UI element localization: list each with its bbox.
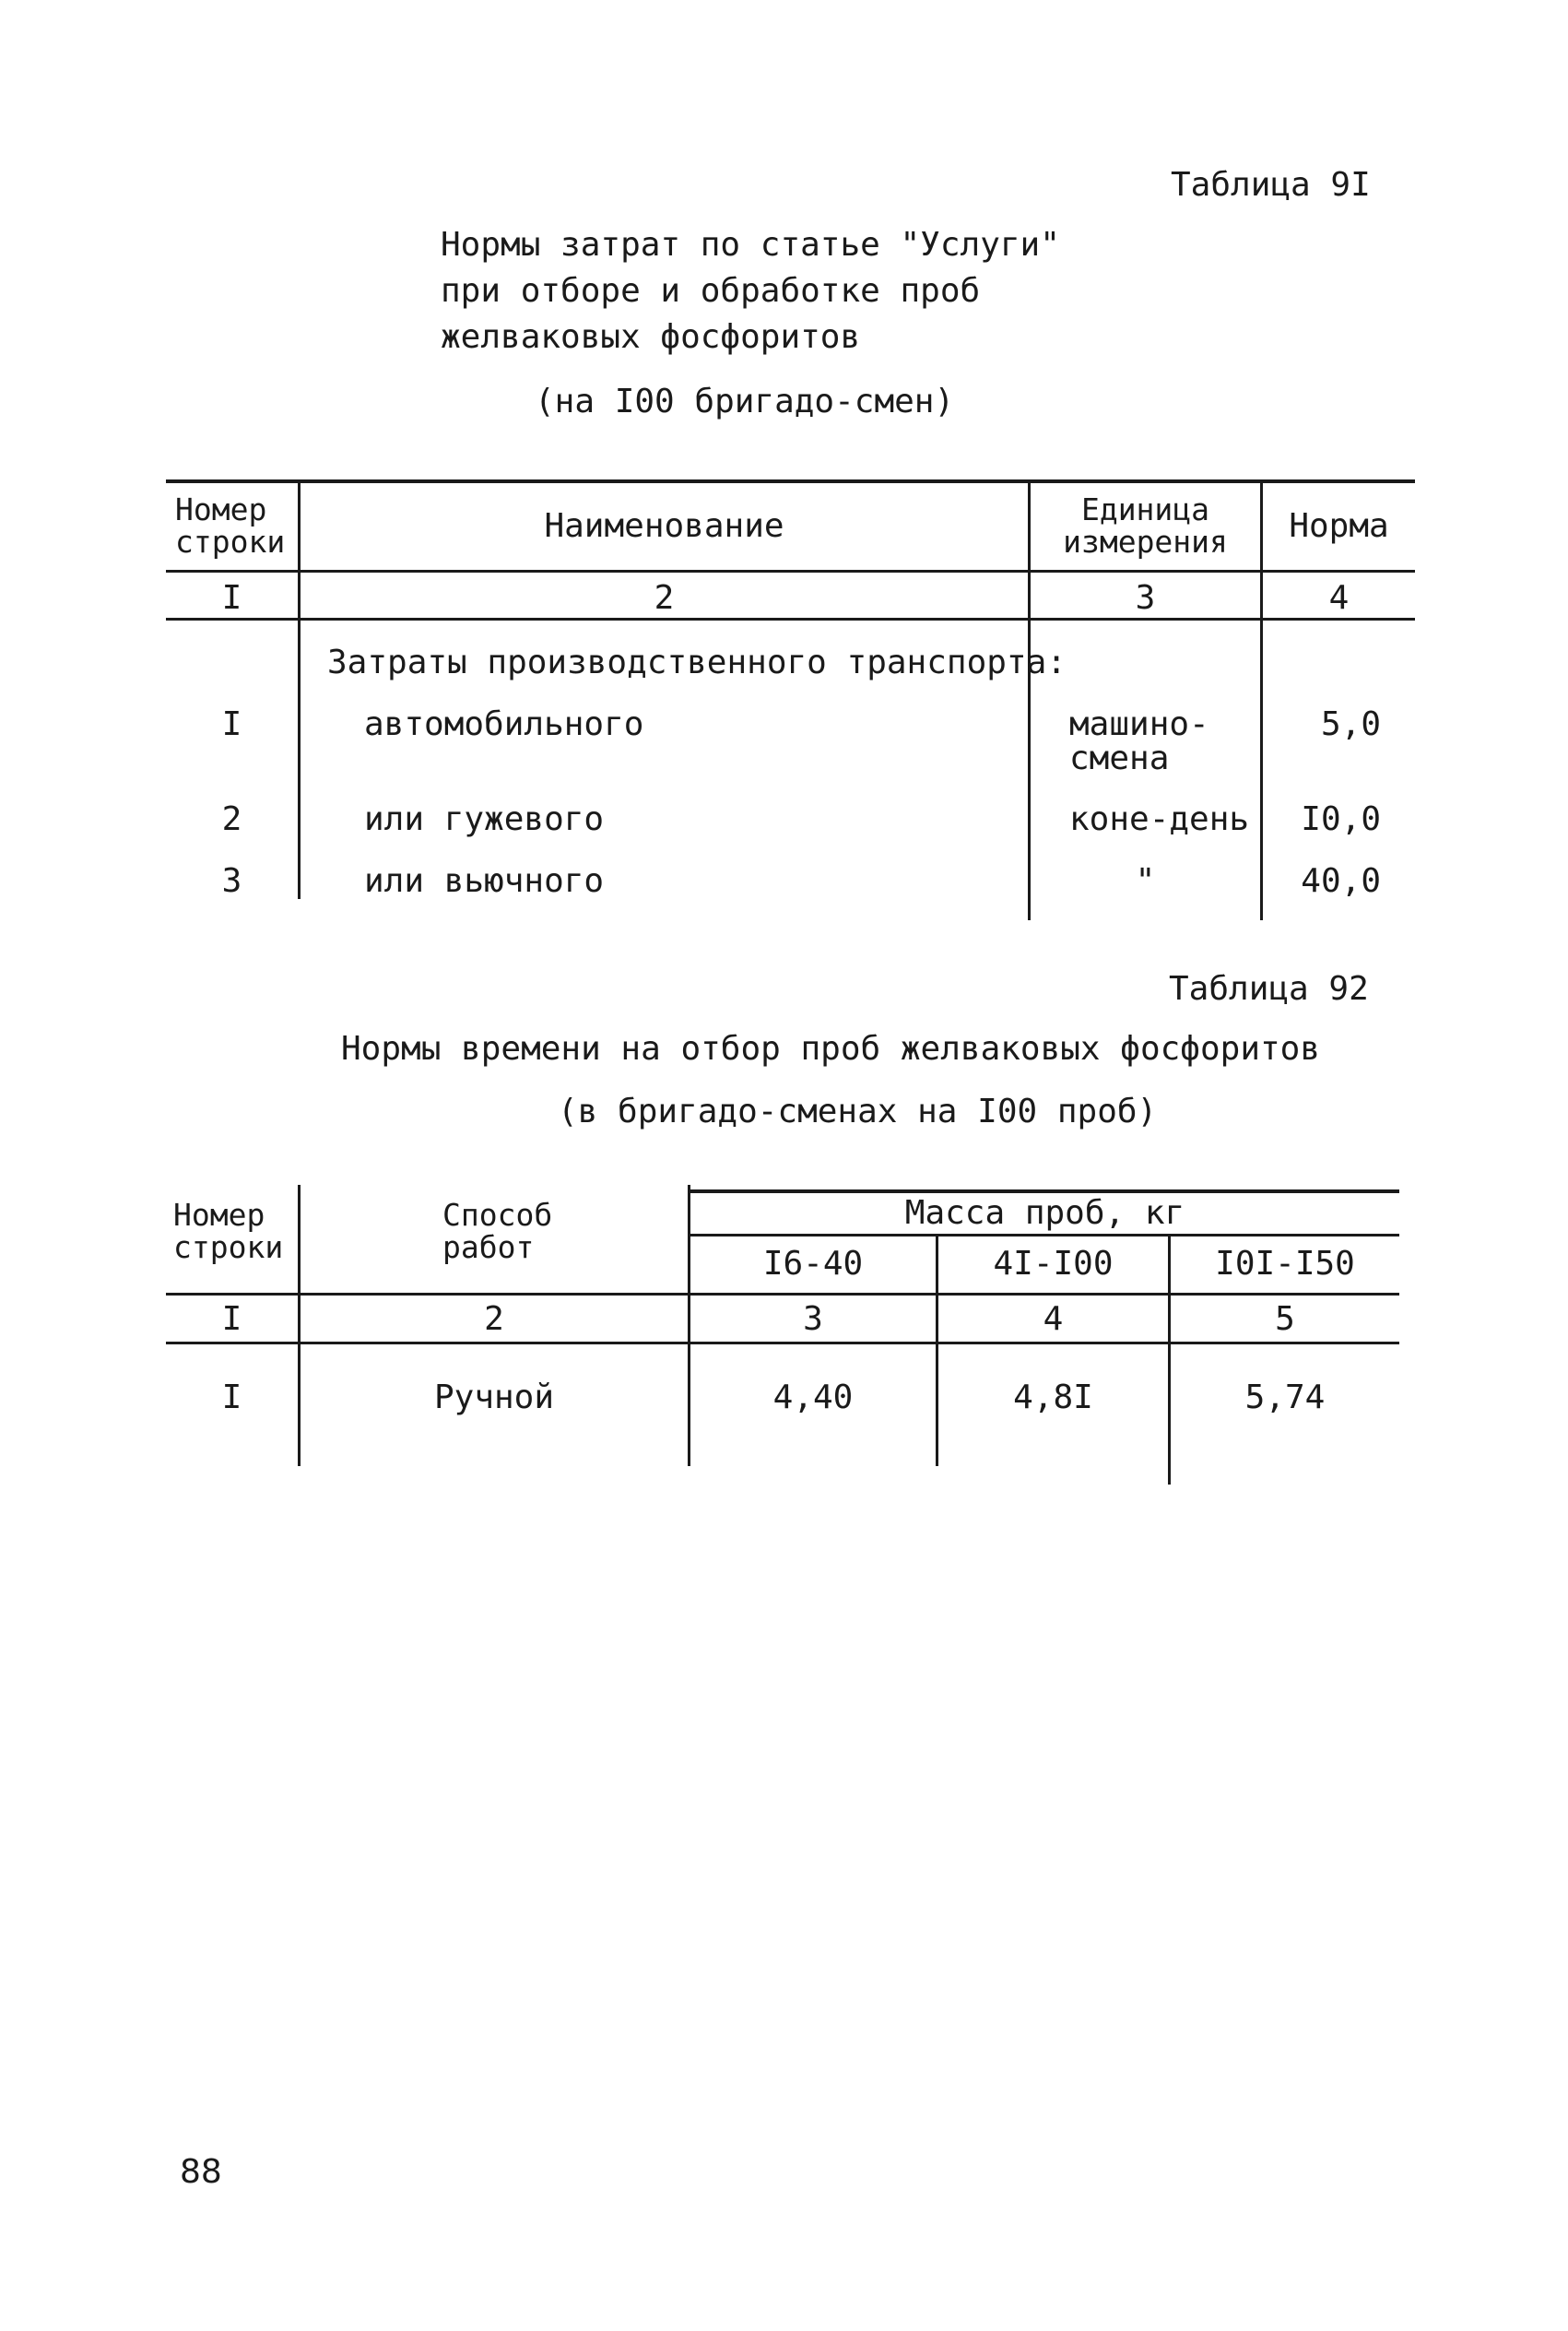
table91-title-line-2: при отборе и обработке проб: [441, 272, 981, 310]
table92-row1-method: Ручной: [433, 1378, 555, 1416]
table91-row1-unit-2: смена: [1069, 740, 1170, 777]
table91-label: Таблица 9I: [1171, 166, 1371, 204]
table92-row1-value-3: 5,74: [1244, 1378, 1326, 1416]
table91-row1-name: автомобильного: [364, 705, 644, 743]
table91-header-row-no-1: Номер: [175, 491, 267, 527]
table91-header-unit-1: Единица: [1080, 491, 1210, 527]
table92-colnum-2: 2: [484, 1300, 504, 1338]
table92-row1-value-2: 4,8I: [1013, 1378, 1093, 1416]
table91-colnum-3: 3: [1135, 579, 1156, 617]
table92-colnum-1: I: [221, 1300, 242, 1338]
table92-subtitle: (в бригадо-сменах на I00 проб): [558, 1093, 1158, 1130]
table92-row1-no: I: [221, 1378, 242, 1416]
table91-title-line-3: желваковых фосфоритов: [441, 318, 861, 356]
table92-colnum-3: 3: [803, 1300, 823, 1338]
table91-header-row-no-2: строки: [175, 524, 286, 560]
table91-colnum-4: 4: [1328, 579, 1350, 617]
table91-row1-unit-1: машино-: [1069, 705, 1209, 743]
table92-header-method-2: работ: [442, 1229, 535, 1265]
table91-title-line-1: Нормы затрат по статье "Услуги": [441, 226, 1060, 264]
table92-row1-value-1: 4,40: [772, 1378, 854, 1416]
table92-header-mass-group: Масса проб, кг: [904, 1194, 1185, 1232]
table92-colnum-4: 4: [1043, 1300, 1064, 1338]
table91-row2-unit: коне-день: [1069, 800, 1250, 838]
table91-row3-unit: ": [1135, 862, 1156, 900]
table91-row1-norm: 5,0: [1320, 705, 1381, 743]
table92-header-mass-1: I6-40: [762, 1245, 864, 1283]
table92-mass-rule: [690, 1234, 1399, 1236]
table92-header-rule: [166, 1293, 1399, 1296]
table91-top-rule: [166, 479, 1415, 483]
table91-row2-name: или гужевого: [364, 800, 605, 838]
table91-row3-norm: 40,0: [1301, 862, 1381, 900]
table92-title: Нормы времени на отбор проб желваковых фосфоритов: [341, 1030, 1321, 1068]
table92-label: Таблица 92: [1169, 970, 1369, 1008]
table92-top-rule: [690, 1189, 1399, 1193]
table91-header-unit-2: измерения: [1063, 524, 1228, 560]
table91-row2-no: 2: [221, 800, 242, 838]
table92-header-mass-3: I0I-I50: [1215, 1245, 1355, 1283]
table92-colnum-5: 5: [1275, 1300, 1295, 1338]
table92-header-row-no-1: Номер: [173, 1197, 265, 1233]
table91-subtitle: (на I00 бригадо-смен): [535, 383, 955, 420]
table92-colnum-rule: [166, 1342, 1399, 1344]
table91-group-label: Затраты производственного транспорта:: [327, 644, 1067, 681]
table92-header-method-1: Способ: [442, 1197, 553, 1233]
table91-colnum-rule: [166, 618, 1415, 621]
table91-colnum-2: 2: [654, 579, 675, 617]
table91-row2-norm: I0,0: [1301, 800, 1381, 838]
table91-header-name: Наименование: [544, 507, 784, 545]
table91-vrule-3: [1260, 479, 1263, 920]
table91-row3-name: или вьючного: [364, 862, 605, 900]
table91-header-norm: Норма: [1289, 507, 1389, 545]
page-number: 88: [180, 2153, 222, 2191]
table91-header-rule: [166, 570, 1415, 573]
table91-colnum-1: I: [221, 579, 242, 617]
table92-header-mass-2: 4I-I00: [993, 1245, 1114, 1283]
table91-row3-no: 3: [221, 862, 242, 900]
table92-header-row-no-2: строки: [173, 1229, 284, 1265]
table91-row1-no: I: [221, 705, 242, 743]
